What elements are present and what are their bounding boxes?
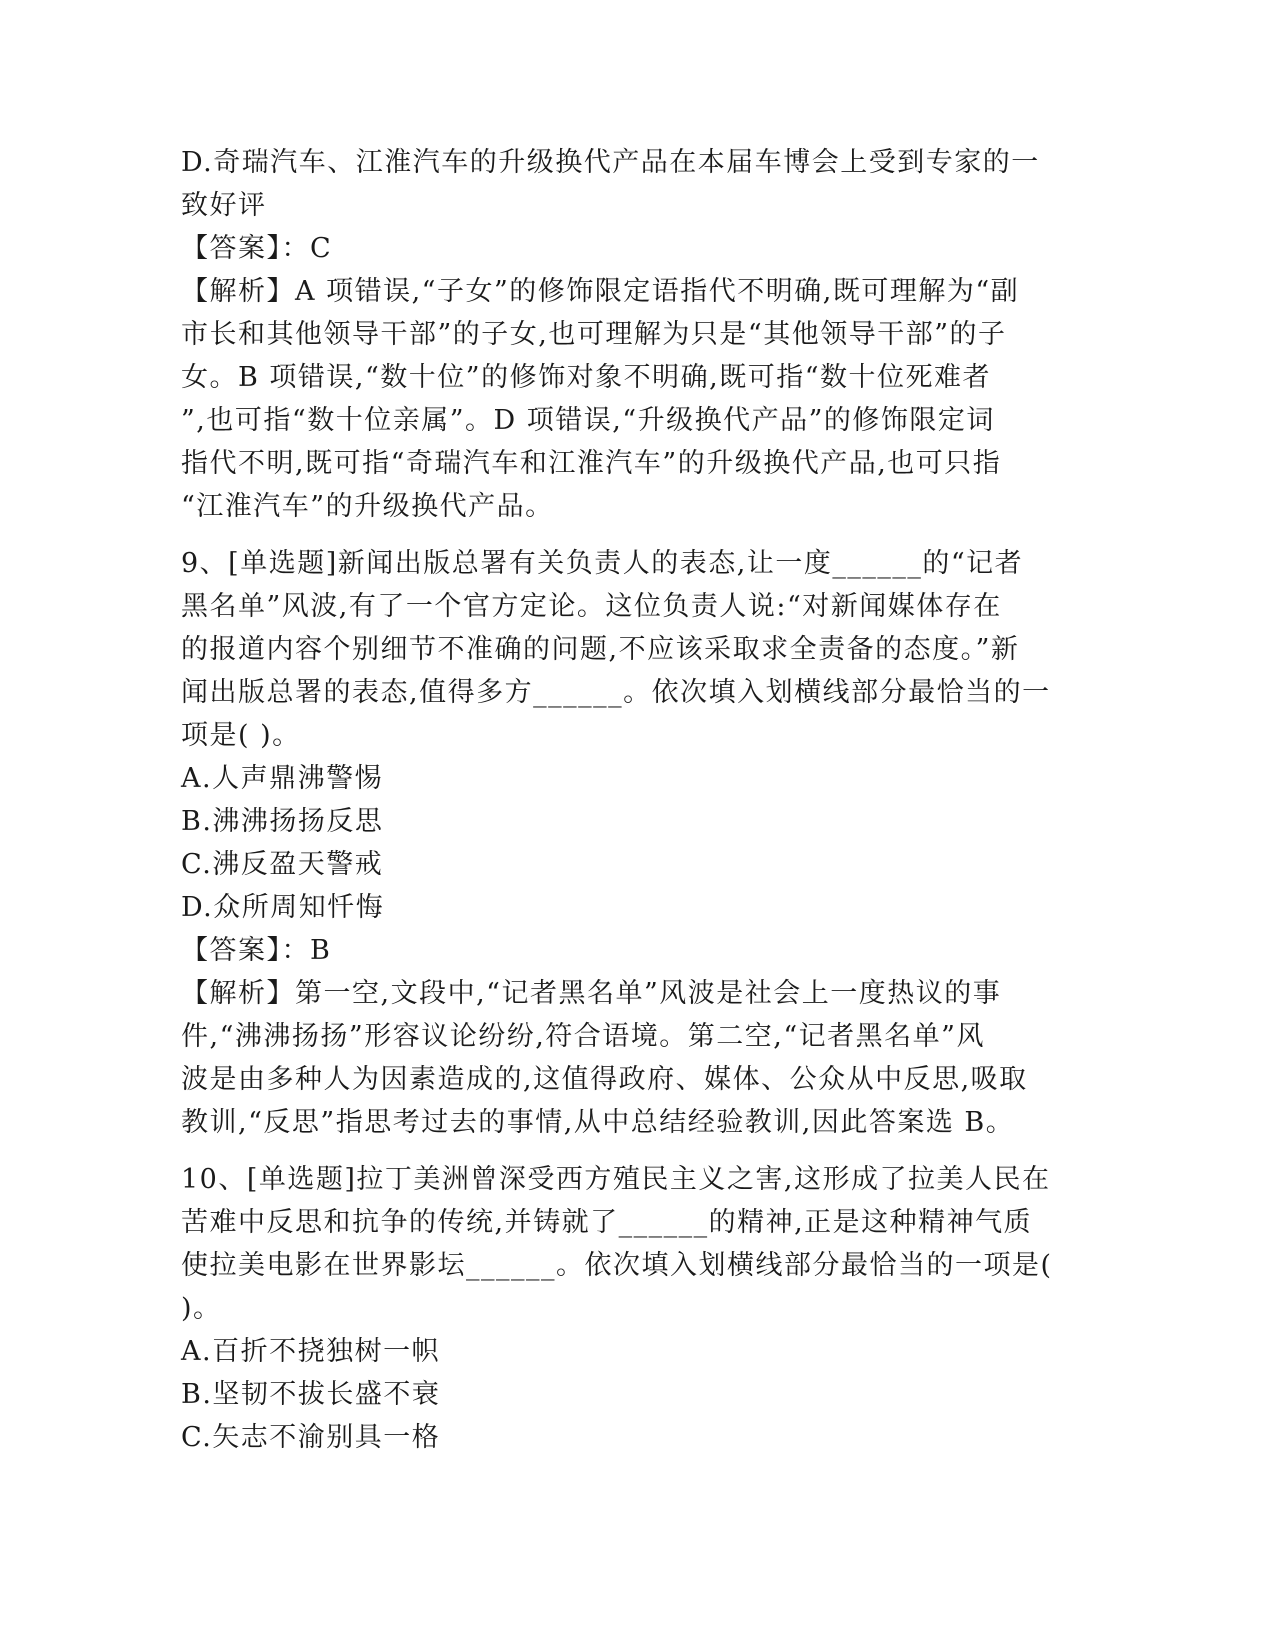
prev-analysis-line-6: “江淮汽车”的升级换代产品。	[181, 491, 554, 522]
q10-stem-line-4: )。	[181, 1293, 222, 1324]
q9-stem-line-1: 9、[单选题]新闻出版总署有关负责人的表态,让一度______的“记者	[181, 548, 1024, 579]
q10-option-b: B.坚韧不拔长盛不衰	[181, 1379, 441, 1410]
prev-option-d-line-1: D.奇瑞汽车、江淮汽车的升级换代产品在本届车博会上受到专家的一	[181, 147, 1040, 178]
prev-question-block	[181, 141, 1041, 528]
q9-option-c: C.沸反盈天警戒	[181, 849, 384, 880]
q10-stem-line-1: 10、[单选题]拉丁美洲曾深受西方殖民主义之害,这形成了拉美人民在	[181, 1164, 1051, 1195]
q10-option-a: A.百折不挠独树一帜	[181, 1336, 441, 1367]
q10-stem-line-3: 使拉美电影在世界影坛______。依次填入划横线部分最恰当的一项是(	[181, 1250, 1053, 1281]
q9-stem-line-5: 项是( )。	[181, 720, 301, 751]
q9-stem-line-4: 闻出版总署的表态,值得多方______。依次填入划横线部分最恰当的一	[181, 677, 1051, 708]
spacer	[181, 1144, 1041, 1158]
q9-option-a: A.人声鼎沸警惕	[181, 763, 384, 794]
q9-option-b: B.沸沸扬扬反思	[181, 806, 384, 837]
q9-analysis-line-4: 教训,“反思”指思考过去的事情,从中总结经验教训,因此答案选 B。	[181, 1107, 1015, 1138]
prev-analysis-line-5: 指代不明,既可指“奇瑞汽车和江淮汽车”的升级换代产品,也可只指	[181, 448, 1002, 479]
question-10	[181, 1158, 1053, 1459]
document-page	[181, 141, 1053, 1459]
q9-stem-line-2: 黑名单”风波,有了一个官方定论。这位负责人说:“对新闻媒体存在	[181, 591, 1002, 622]
spacer	[181, 528, 1041, 542]
q9-analysis-line-1: 【解析】第一空,文段中,“记者黑名单”风波是社会上一度热议的事	[181, 978, 1002, 1009]
prev-answer: 【答案】：C	[181, 233, 333, 264]
prev-analysis-line-4: ”,也可指“数十位亲属”。D 项错误,“升级换代产品”的修饰限定词	[181, 405, 995, 436]
q10-option-c: C.矢志不渝别具一格	[181, 1422, 441, 1453]
prev-analysis-line-2: 市长和其他领导干部”的子女,也可理解为只是“其他领导干部”的子	[181, 319, 1007, 350]
q9-option-d: D.众所周知忏悔	[181, 892, 385, 923]
prev-option-d-line-2: 致好评	[181, 190, 267, 221]
question-9	[181, 542, 1051, 1144]
q9-analysis-line-3: 波是由多种人为因素造成的,这值得政府、媒体、公众从中反思,吸取	[181, 1064, 1028, 1095]
q9-answer: 【答案】：B	[181, 935, 332, 966]
q9-stem-line-3: 的报道内容个别细节不准确的问题,不应该采取求全责备的态度。”新	[181, 634, 1020, 665]
q9-analysis-line-2: 件,“沸沸扬扬”形容议论纷纷,符合语境。第二空,“记者黑名单”风	[181, 1021, 985, 1052]
q10-stem-line-2: 苦难中反思和抗争的传统,并铸就了______的精神,正是这种精神气质	[181, 1207, 1033, 1238]
prev-analysis-line-3: 女。B 项错误,“数十位”的修饰对象不明确,既可指“数十位死难者	[181, 362, 991, 393]
prev-analysis-line-1: 【解析】A 项错误,“子女”的修饰限定语指代不明确,既可理解为“副	[181, 276, 1020, 307]
